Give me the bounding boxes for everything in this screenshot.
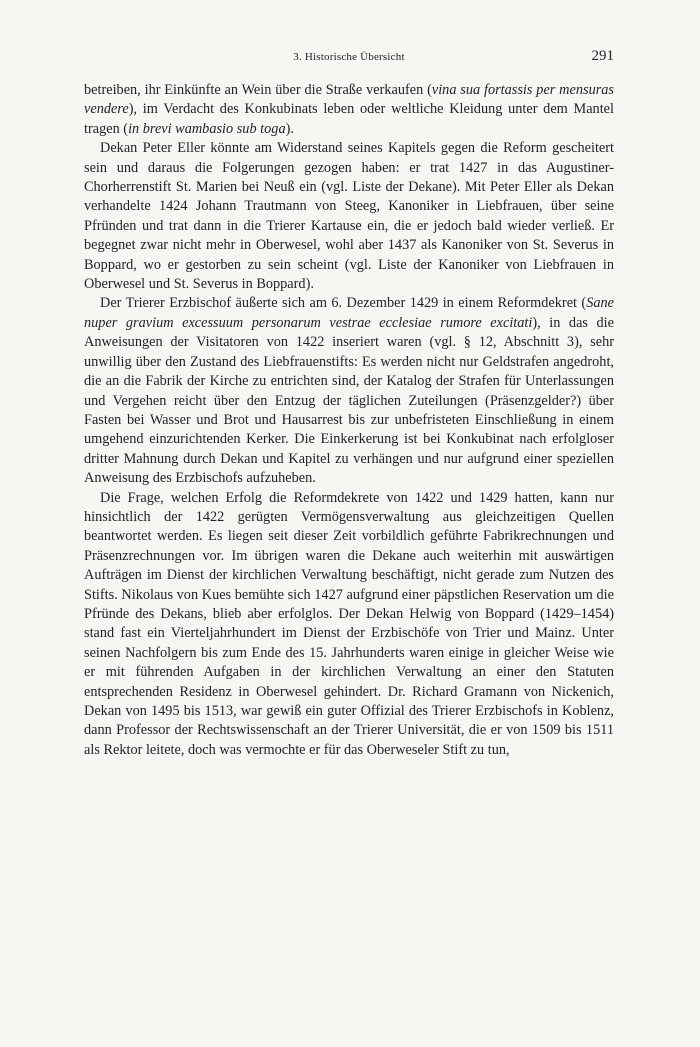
running-head: 3. Historische Übersicht: [293, 51, 405, 63]
text-run: Dekan Peter Eller könnte am Widerstand seines Kapitels gegen die Reform gescheitert sein und daraus die Folgerungen gezogen haben: er trat 1427 in das Augustiner-Chorherrenstift St. Marien bei Neuß ein (vgl. Liste der Dekane). Mit Peter Eller als Dekan verhandelte 1424 Johann Trautmann von Steeg, Kanoniker in Liebfrauen, über seine Pfründen und trat dann in die Trierer Kartause ein, die er jedoch bald wieder verließ. Er begegnet zwar nicht mehr in Oberwesel, wohl aber 1437 als Kanoniker von St. Severus in Boppard, wo er gestorben zu sein scheint (vgl. Liste der Kanoniker von Liebfrauen in Oberwesel und St. Severus in Boppard).: [84, 140, 614, 293]
text-run: betreiben, ihr Einkünfte an Wein über die Straße verkaufen (: [84, 82, 432, 98]
paragraph-1: [84, 81, 614, 139]
text-run: Der Trierer Erzbischof äußerte sich am 6. Dezember 1429 in einem Reformdekret (: [100, 295, 587, 312]
text-run: ), im Verdacht des Konkubinats leben oder weltliche Kleidung unter dem Mantel tragen (: [84, 101, 614, 137]
paragraph-3: [84, 294, 614, 488]
text-run: Die Frage, welchen Erfolg die Reformdekrete von 1422 und 1429 hatten, kann nur hinsichtlich der 1422 gerügten Vermögensverwaltung aus gleichzeitigen Quellen beantwortet werden. Es liegen seit dieser Zeit vorbildlich geführte Fabrikrechnungen und Präsenzrechnungen vor. Im übrigen waren die Dekane auch weiterhin mit auswärtigen Aufträgen im Dienst der kirchlichen Verwaltung beschäftigt, nicht gerade zum Nutzen des Stifts. Nikolaus von Kues bemühte sich 1427 aufgrund einer päpstlichen Reservation um die Pfründe des Dekans, blieb aber erfolglos. Der Dekan Helwig von Boppard (1429–1454) stand fast ein Vierteljahrhundert im Dienst der Erzbischöfe von Trier und Mainz. Unter seinen Nachfolgern bis zum Ende des 15. Jahrhunderts waren einige in gleicher Weise wie er mit führenden Aufgaben in der kirchlichen Verwaltung an einer den Statuten entsprechenden Residenz in Oberwesel gehindert. Dr. Richard Gramann von Nickenich, Dekan von 1495 bis 1513, war gewiß ein guter Offizial des Trierer Erzbischofs in Koblenz, dann Professor der Rechtswissenschaft an der Trierer Universität, die er von 1509 bis 1511 als Rektor leitete, doch was vermochte er für das Oberweseler Stift zu tun,: [84, 489, 614, 758]
text-run: ).: [285, 120, 294, 137]
latin-quote: in brevi wambasio sub toga: [128, 120, 286, 137]
page-header: [84, 48, 614, 68]
body-text: [84, 81, 614, 760]
paragraph-2: [84, 139, 614, 294]
latin-quote: Sane nuper gravium excessuum personarum vestrae ecclesiae rumore excitati: [84, 295, 614, 331]
paragraph-4: [84, 489, 614, 761]
page-number: 291: [591, 48, 614, 64]
text-run: ), in das die Anweisungen der Visitatoren von 1422 inseriert waren (vgl. § 12, Abschnitt 3), sehr unwillig über den Zustand des Liebfrauenstifts: Es werden nicht nur Geldstrafen angedroht, die an die Fabrik der Kirche zu entrichten sind, der Katalog der Strafen für Unterlassungen und Vergehen reicht über den Entzug der täglichen Zuteilungen (Präsenzgelder?) über Fasten bei Wasser und Brot und Hausarrest bis zur unbefristeten Einschließung in einem umgehend einzurichtenden Kerker. Die Einkerkerung ist bei Konkubinat nach erfolgloser dritter Mahnung durch Dekan und Kapitel zu verhängen und nur aufgrund einer speziellen Anweisung des Erzbischofs aufzuheben.: [84, 314, 614, 487]
latin-quote: vina sua fortassis per mensuras vendere: [84, 82, 614, 118]
